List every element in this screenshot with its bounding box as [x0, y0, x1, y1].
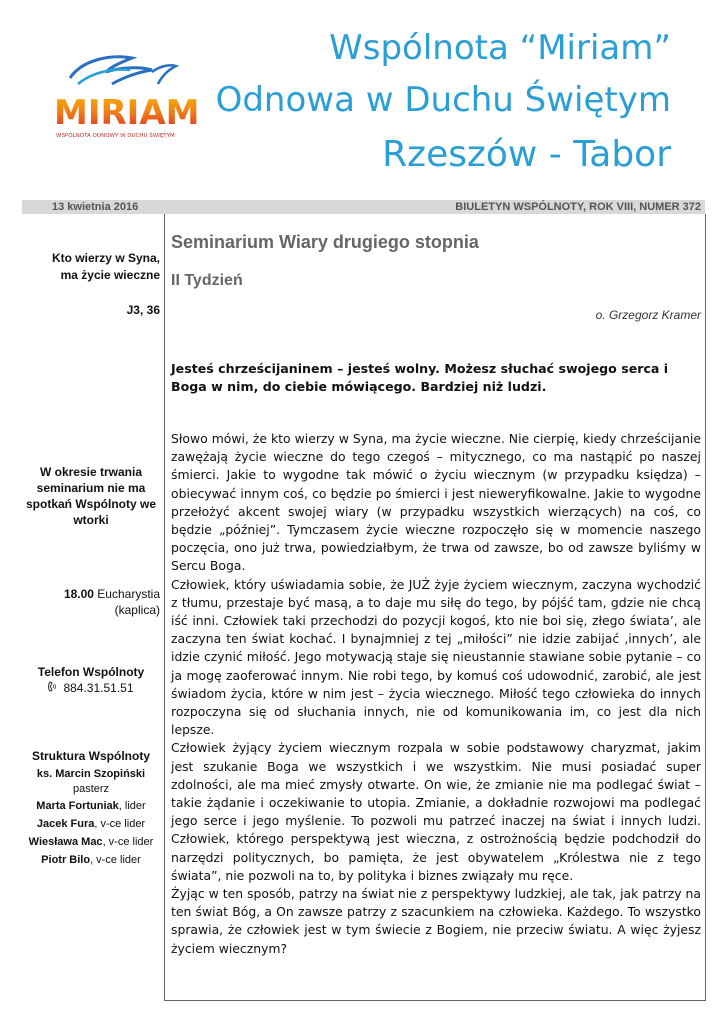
masthead-line-2: Odnowa w Duchu Świętym	[215, 80, 671, 120]
svg-text:WSPÓLNOTA ODNOWY W DUCHU ŚWIĘT: WSPÓLNOTA ODNOWY W DUCHU ŚWIĘTYM	[56, 133, 175, 139]
paragraph: Człowiek żyjący życiem wiecznym rozpala w sobie podstawowy charyzmat, jakim jest szukanie Boga we wszystkich i we wszystkim. Nie musi posiadać super zdolności, ale ma mieć zmysły otwarte. On wie, że zmianie nie ma podlegać świat – takie żądanie i oczekiwanie to utopia. Zmianie, a dokładnie rozwojowi ma podlegać jego serce i jego myślenie. To pozwoli mu patrzeć inaczej na świat i innych ludzi. Człowiek, którego perspektywą jest wieczna, z ostrożnością będzie podchodził do narzędzi politycznych, bo pamięta, że jest obywatelem „Królestwa nie z tego świata”, nie pozwoli na to, by polityka i biznes związały mu ręce.	[171, 740, 701, 883]
mass-schedule	[22, 586, 160, 618]
paragraph: Żyjąc w ten sposób, patrzy na świat nie z perspektywy ludzkiej, ale tak, jak patrzy na ten świat Bóg, a On zawsze patrzy z szacunkiem na człowieka. Każdego. To wszystko sprawia, że człowiek jest w tym świecie z Bogiem, nie przeciw światu. A więc żyjesz życiem wiecznym?	[171, 886, 701, 956]
member-3	[22, 834, 160, 850]
structure-title: Struktura Wspólnoty	[31, 749, 150, 763]
note-line-1: W okresie trwania	[39, 465, 143, 479]
pastor-role: pasterz	[72, 783, 110, 795]
masthead-line-3: Rzeszów - Tabor	[382, 134, 671, 175]
svg-text:MIRIAM: MIRIAM	[54, 93, 200, 133]
member-2	[22, 816, 160, 832]
paragraph: Słowo mówi, że kto wierzy w Syna, ma życie wieczne. Nie cierpię, kiedy chrześcijanie zawężają życie wieczne do tego czegoś – mitycznego, co ma nastąpić po naszej śmierci. Jakie to wygodne tak mówić o życiu wiecznym (w przypadku księdza) – obiecywać innym coś, co będzie po śmierci i jest nieweryfikowalne. Jakie to wygodne przełożyć akcent swojej wiary (w przypadku wszystkich wierzących) na coś, co będzie „później”. Tymczasem życie wieczne rozpoczęło się w momencie naszego poczęcia, ono już trwa, powiedziałbym, że trwa od zawsze, bo od zawsze byliśmy w Sercu Boga.	[171, 431, 701, 574]
member-2-name: Jacek Fura	[36, 818, 95, 830]
logo	[52, 44, 200, 144]
masthead-line-1: Wspólnota “Miriam”	[329, 28, 671, 68]
member-4-role: , v-ce lider	[90, 854, 141, 866]
verse-line-1: Kto wierzy w Syna,	[51, 251, 160, 265]
column-divider	[164, 214, 165, 1000]
article-title: Seminarium Wiary drugiego stopnia	[171, 232, 479, 252]
dove-icon	[52, 44, 200, 144]
issue-number: BIULETYN WSPÓLNOTY, ROK VIII, NUMER 372	[455, 201, 701, 213]
member-4-name: Piotr Bilo	[41, 854, 91, 866]
article-author: o. Grzegorz Kramer	[595, 308, 701, 322]
article-body	[171, 430, 701, 958]
phone-title: Telefon Wspólnoty	[37, 665, 145, 679]
issue-date: 13 kwietnia 2016	[52, 201, 139, 213]
member-1-role: , lider	[118, 800, 146, 812]
verse-reference: J3, 36	[126, 303, 160, 317]
phone-row	[22, 680, 160, 696]
phone-icon	[48, 681, 57, 692]
member-3-name: Wiesława Mac	[28, 836, 103, 848]
bottom-border	[164, 1000, 706, 1001]
mass-label: Eucharystia (kaplica)	[93, 587, 160, 617]
member-2-role: , v-ce lider	[94, 818, 146, 830]
mass-time: 18.00	[63, 587, 94, 601]
article-subtitle: II Tydzień	[171, 272, 243, 289]
phone-number: 884.31.51.51	[63, 681, 134, 695]
paragraph: Człowiek, który uświadamia sobie, że JUŻ żyje życiem wiecznym, zaczyna wychodzić z tłumu, przestaje być masą, a to daje mu siłę do tego, by pójść tam, gdzie nie chcą iść inni. Człowiek taki przechodzi do pozycji kogoś, kto nie boi się, złego świata’, ale zaczyna ten świat kochać. I bynajmniej z tej „miłości” nie idzie zabijać ‚innych’, ale idzie czynić miłość. Jego motywacją staje się nieustannie stawiane sobie pytanie – co ja mogę zaoferować innym. Nie robi tego, by komuś coś udowodnić, zarobić, ale jest świadom życia, które w nim jest – życia wiecznego. Miłość tego człowieka do innych rozpoczyna się od słuchania innych, nie od komunikowania im, co jest dla nich lepsze.	[171, 576, 701, 738]
right-border	[705, 214, 706, 1000]
member-1	[22, 798, 160, 814]
info-bar	[22, 200, 705, 214]
note-line-4: wtorki	[73, 513, 109, 527]
verse-line-2: ma życie wieczne	[60, 268, 160, 282]
member-1-name: Marta Fortuniak	[36, 800, 119, 812]
note-line-3: spotkań Wspólnoty we	[25, 497, 156, 511]
member-3-role: , v-ce lider	[102, 836, 154, 848]
member-4	[22, 852, 160, 868]
pastor-name: ks. Marcin Szopiński	[36, 768, 146, 780]
article-lead: Jesteś chrześcijaninem – jesteś wolny. Możesz słuchać swojego serca i Boga w nim, do ciebie mówiącego. Bardziej niż ludzi.	[171, 361, 669, 394]
note-line-2: seminarium nie ma	[36, 481, 146, 495]
